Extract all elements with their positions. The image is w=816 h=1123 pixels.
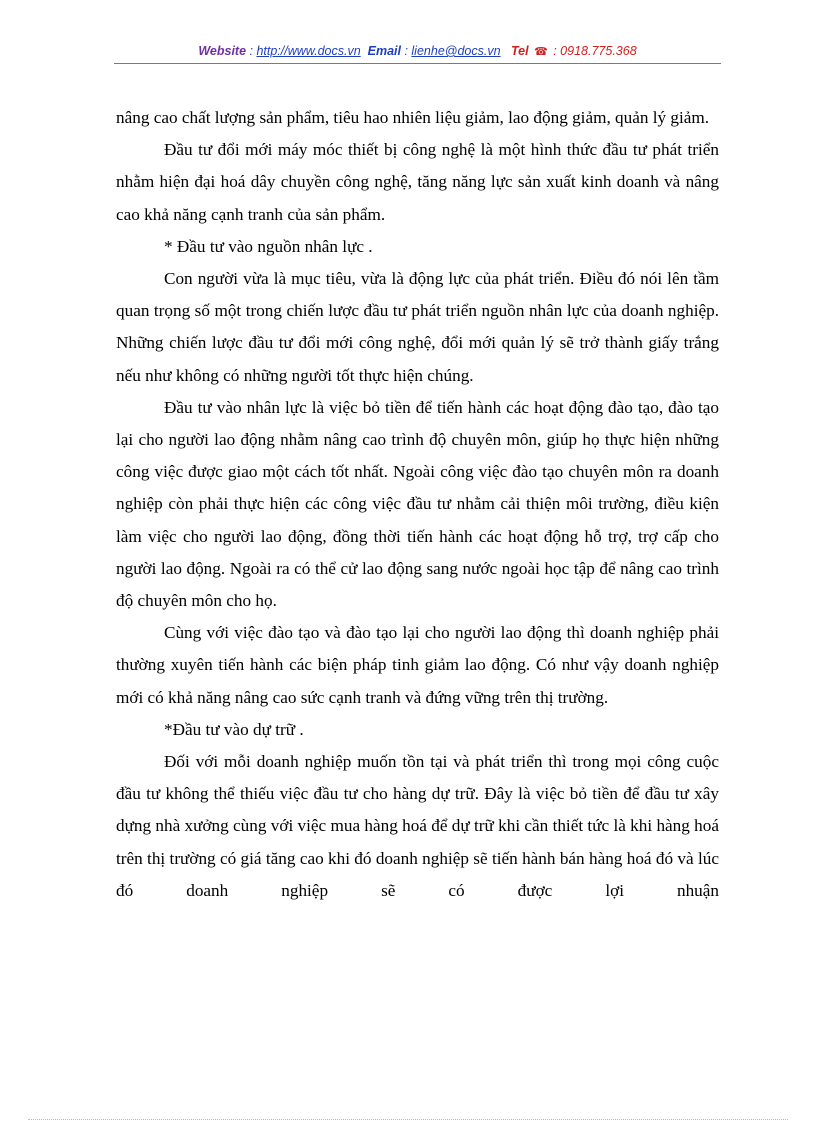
page-header [114,44,721,58]
tel-label: Tel [510,44,529,58]
phone-icon: ☎ [534,46,548,58]
website-link[interactable]: http://www.docs.vn [256,44,361,58]
paragraph-3: Con người vừa là mục tiêu, vừa là động lực của phát triển. Điều đó nói lên tầm quan trọng số một trong chiến lược đầu tư phát triển nguồn nhân lực của doanh nghiệp. Những chiến lược đầu tư đổi mới công nghệ, đổi mới quản lý sẽ trở thành giấy trắng nếu như không có những người tốt thực hiện chúng. [116,269,719,385]
email-label: Email [367,44,401,58]
footer-divider [28,1119,788,1120]
website-separator: : [246,44,257,58]
email-link[interactable]: lienhe@docs.vn [411,44,501,58]
section-heading-human-resources: * Đầu tư vào nguồn nhân lực . [164,236,373,256]
section-heading-reserves: *Đầu tư vào dự trữ . [164,719,304,739]
email-separator: : [400,44,412,58]
header-divider [114,63,721,64]
paragraph-4: Đầu tư vào nhân lực là việc bỏ tiền để tiến hành các hoạt động đào tạo, đào tạo lại cho người lao động nhằm nâng cao trình độ chuyên môn, giúp họ thực hiện những công việc được giao một cách tốt nhất. Ngoài công việc đào tạo chuyên môn ra doanh nghiệp còn phải thực hiện các công việc đầu tư nhằm cải thiện môi trường, điều kiện làm việc cho người lao động, đồng thời tiến hành các hoạt động hỗ trợ, trợ cấp cho người lao động. Ngoài ra có thể cử lao động sang nước ngoài học tập để nâng cao trình độ chuyên môn cho họ. [116,397,719,611]
document-body [116,102,719,907]
paragraph-2: Đầu tư đổi mới máy móc thiết bị công nghệ là một hình thức đầu tư phát triển nhằm hiện đại hoá dây chuyền công nghệ, tăng năng lực sản xuất kinh doanh và nâng cao khả năng cạnh tranh của sản phẩm. [116,140,719,224]
website-label: Website [198,44,247,58]
paragraph-5: Cùng với việc đào tạo và đào tạo lại cho người lao động thì doanh nghiệp phải thường xuyên tiến hành các biện pháp tinh giảm lao động. Có như vậy doanh nghiệp mới có khả năng nâng cao sức cạnh tranh và đứng vững trên thị trường. [116,623,719,707]
tel-number: : 0918.775.368 [549,44,637,58]
paragraph-6: Đối với mỗi doanh nghiệp muốn tồn tại và phát triển thì trong mọi công cuộc đầu tư không thể thiếu việc đầu tư cho hàng dự trữ. Đây là việc bỏ tiền để đầu tư xây dựng nhà xưởng cùng với việc mua hàng hoá để dự trữ khi cần thiết tức là khi hàng hoá trên thị trường có giá tăng cao khi đó doanh nghiệp sẽ tiến hành bán hàng hoá đó và lúc đó doanh nghiệp sẽ có được lợi nhuận [116,752,719,900]
paragraph-1: nâng cao chất lượng sản phẩm, tiêu hao nhiên liệu giảm, lao động giảm, quản lý giảm. [116,108,710,127]
